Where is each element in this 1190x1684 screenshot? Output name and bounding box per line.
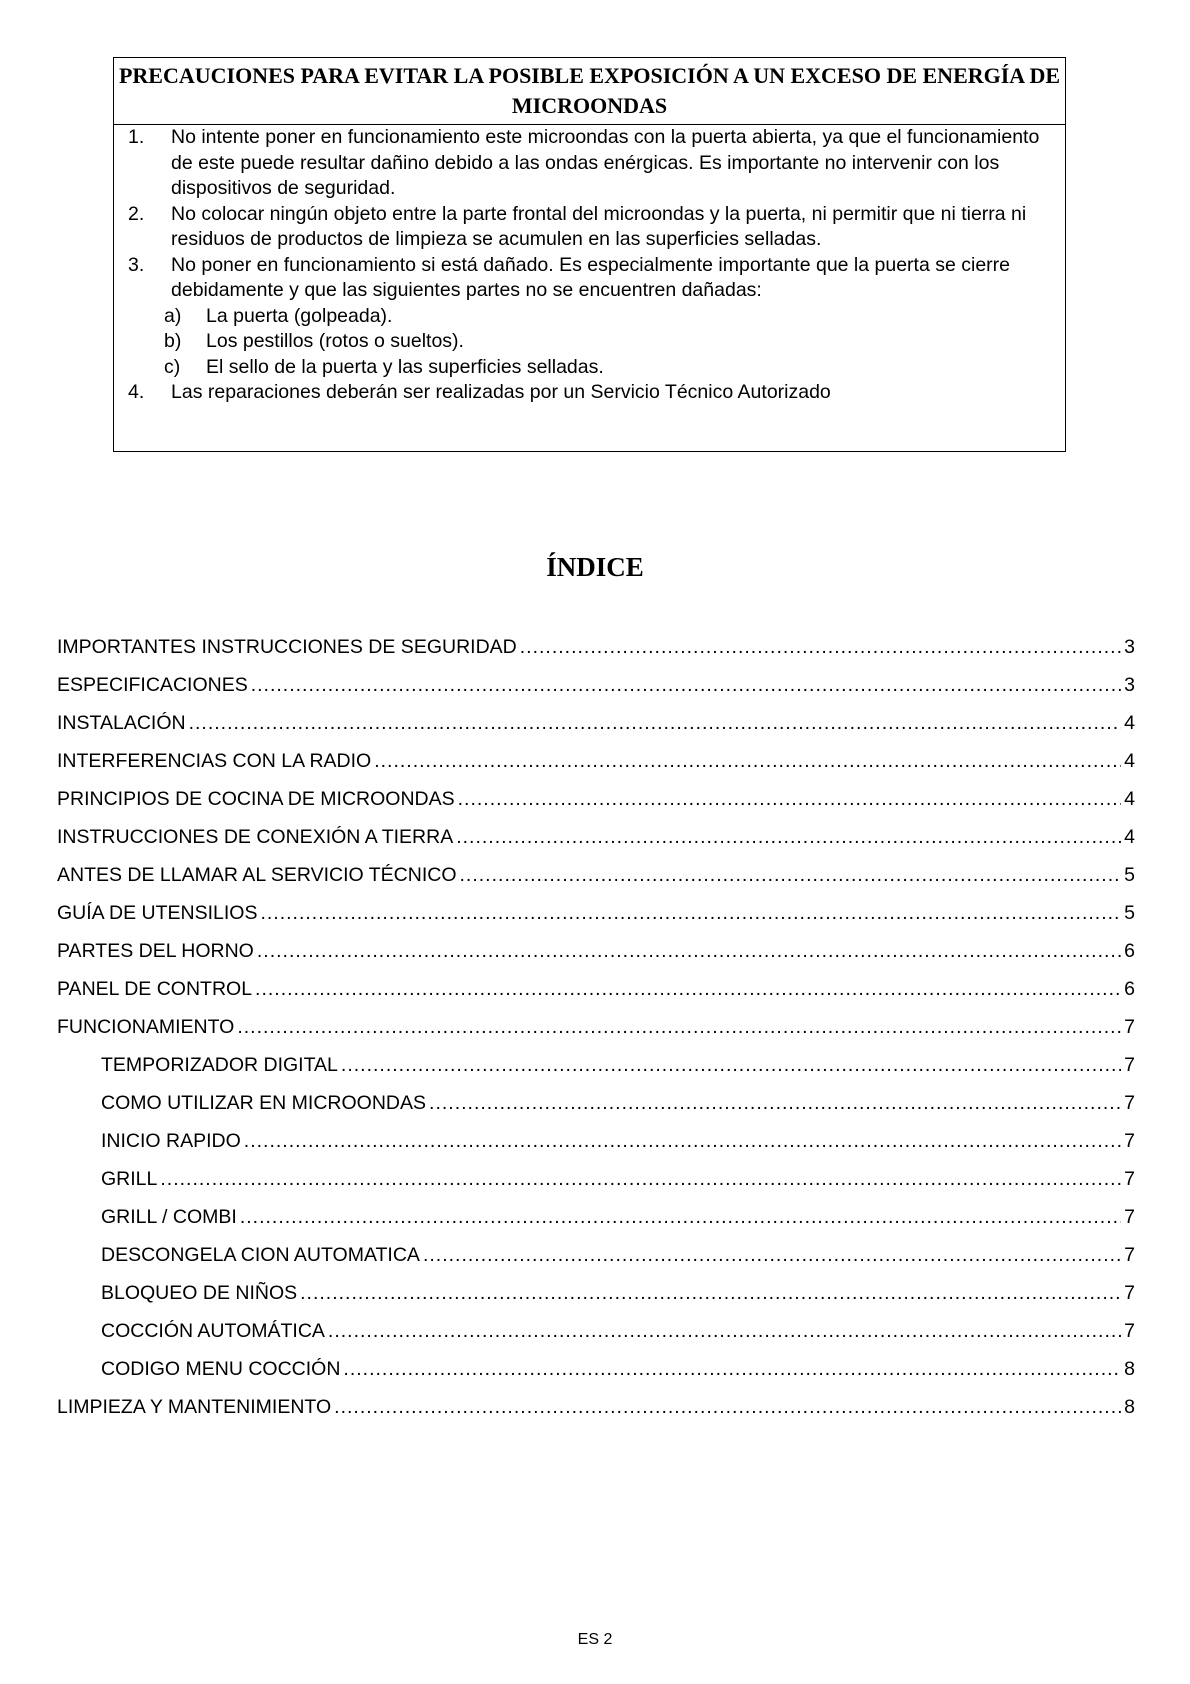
toc-leader-dots xyxy=(300,1274,1121,1312)
toc-entry-label: FUNCIONAMIENTO xyxy=(57,1016,235,1038)
toc-entry-page: 7 xyxy=(1124,1206,1135,1228)
precaution-item xyxy=(114,202,1065,253)
toc-entry-label: GUÍA DE UTENSILIOS xyxy=(57,902,258,924)
toc-entry-label: PANEL DE CONTROL xyxy=(57,978,253,1000)
toc-entry-label: ESPECIFICACIONES xyxy=(57,674,248,696)
precaution-text: No intente poner en funcionamiento este microondas con la puerta abierta, ya que el funcionamiento de este puede resultar dañino debido a las ondas enérgicas. Es importante no intervenir con los dispositivos de seguridad. xyxy=(171,126,1040,199)
toc-entry-page: 5 xyxy=(1124,864,1135,886)
toc-leader-dots xyxy=(374,742,1121,780)
subitem-text: Los pestillos (rotos o sueltos). xyxy=(206,330,464,352)
toc-entry[interactable] xyxy=(57,742,1135,780)
toc-subentry[interactable] xyxy=(57,1046,1135,1084)
toc-leader-dots xyxy=(237,1008,1121,1046)
toc-entry-page: 4 xyxy=(1124,712,1135,734)
toc-entry[interactable] xyxy=(57,932,1135,970)
toc-subentry[interactable] xyxy=(57,1274,1135,1312)
toc-entry-page: 7 xyxy=(1124,1244,1135,1266)
toc-leader-dots xyxy=(429,1084,1121,1122)
precaution-subitem xyxy=(114,304,1065,330)
toc-entry-label: DESCONGELA CION AUTOMATICA xyxy=(101,1244,420,1266)
toc-leader-dots xyxy=(260,894,1121,932)
toc-entry-page: 7 xyxy=(1124,1016,1135,1038)
subitem-text: La puerta (golpeada). xyxy=(206,304,393,327)
toc-entry-page: 3 xyxy=(1124,674,1135,696)
toc-leader-dots xyxy=(189,704,1122,742)
toc-entry[interactable] xyxy=(57,970,1135,1008)
toc-entry[interactable] xyxy=(57,704,1135,742)
toc-entry-label: INSTALACIÓN xyxy=(57,712,186,734)
toc-leader-dots xyxy=(334,1388,1121,1426)
precaution-sublist xyxy=(164,304,1065,381)
toc-entry-page: 7 xyxy=(1124,1054,1135,1076)
toc-entry-page: 7 xyxy=(1124,1320,1135,1342)
toc-entry-page: 8 xyxy=(1124,1396,1135,1418)
precaution-text: No colocar ningún objeto entre la parte frontal del microondas y la puerta, ni permitir que ni tierra ni residuos de productos de limpieza se acumulen en las superficies selladas. xyxy=(171,202,1027,250)
toc-entry[interactable] xyxy=(57,666,1135,704)
precaution-item xyxy=(114,380,1065,406)
precautions-box xyxy=(113,57,1066,452)
toc-subentry[interactable] xyxy=(57,1312,1135,1350)
toc-entry-label: GRILL / COMBI xyxy=(101,1206,237,1228)
toc-entry-label: COCCIÓN AUTOMÁTICA xyxy=(101,1320,325,1342)
toc-entry-label: TEMPORIZADOR DIGITAL xyxy=(101,1054,338,1076)
precaution-number: 4. xyxy=(128,381,145,403)
precaution-text: No poner en funcionamiento si está dañado. Es especialmente importante que la puerta se cierre debidamente y que las siguientes partes no se encuentren dañadas: xyxy=(171,253,1011,301)
toc-entry-page: 4 xyxy=(1124,750,1135,772)
precaution-number: 3. xyxy=(128,253,145,276)
toc-entry-page: 6 xyxy=(1124,978,1135,1000)
toc-entry-page: 6 xyxy=(1124,940,1135,962)
precaution-item xyxy=(114,125,1065,202)
toc-leader-dots xyxy=(458,780,1122,818)
toc-leader-dots xyxy=(423,1236,1121,1274)
toc-subentry[interactable] xyxy=(57,1084,1135,1122)
toc-leader-dots xyxy=(456,818,1121,856)
toc-entry-page: 7 xyxy=(1124,1130,1135,1152)
toc-entry[interactable] xyxy=(57,818,1135,856)
toc-entry-label: INSTRUCCIONES DE CONEXIÓN A TIERRA xyxy=(57,826,454,848)
toc-title: ÍNDICE xyxy=(546,552,644,582)
toc-entry-label: PARTES DEL HORNO xyxy=(57,940,254,962)
toc-leader-dots xyxy=(244,1122,1121,1160)
toc-entry-label: BLOQUEO DE NIÑOS xyxy=(101,1282,298,1304)
toc-entry-page: 7 xyxy=(1124,1168,1135,1190)
toc-entry-page: 4 xyxy=(1124,788,1135,810)
toc-entry-label: INTERFERENCIAS CON LA RADIO xyxy=(57,750,372,772)
subitem-text: El sello de la puerta y las superficies selladas. xyxy=(206,355,604,378)
toc-leader-dots xyxy=(343,1350,1121,1388)
toc-entry-label: ANTES DE LLAMAR AL SERVICIO TÉCNICO xyxy=(57,864,457,886)
precaution-number: 2. xyxy=(128,202,145,225)
toc-entry[interactable] xyxy=(57,856,1135,894)
precaution-subitem xyxy=(114,329,1065,355)
toc-subentry[interactable] xyxy=(57,1198,1135,1236)
toc-entry-page: 8 xyxy=(1124,1358,1135,1380)
precaution-item xyxy=(114,253,1065,381)
toc-subentry[interactable] xyxy=(57,1160,1135,1198)
subitem-letter: c) xyxy=(164,355,181,378)
toc-leader-dots xyxy=(257,932,1121,970)
toc-entry-label: LIMPIEZA Y MANTENIMIENTO xyxy=(57,1396,332,1418)
toc-entry-label: COMO UTILIZAR EN MICROONDAS xyxy=(101,1092,427,1114)
toc-leader-dots xyxy=(160,1160,1121,1198)
precautions-title: PRECAUCIONES PARA EVITAR LA POSIBLE EXPOSICIÓN A UN EXCESO DE ENERGÍA DE MICROONDAS xyxy=(114,58,1065,125)
toc-subentry[interactable] xyxy=(57,1350,1135,1388)
subitem-letter: b) xyxy=(164,330,182,352)
toc-leader-dots xyxy=(240,1198,1121,1236)
toc-entry-page: 7 xyxy=(1124,1282,1135,1304)
toc-entry[interactable] xyxy=(57,1008,1135,1046)
toc-entry-label: IMPORTANTES INSTRUCCIONES DE SEGURIDAD xyxy=(57,636,517,658)
toc-entry[interactable] xyxy=(57,780,1135,818)
toc-entry[interactable] xyxy=(57,894,1135,932)
toc-leader-dots xyxy=(328,1312,1121,1350)
toc-leader-dots xyxy=(520,628,1121,666)
toc-subentry[interactable] xyxy=(57,1236,1135,1274)
toc-leader-dots xyxy=(341,1046,1121,1084)
precaution-subitem xyxy=(114,355,1065,381)
precautions-list xyxy=(114,125,1065,406)
toc-leader-dots xyxy=(251,666,1121,704)
table-of-contents xyxy=(57,628,1135,1426)
precaution-number: 1. xyxy=(128,126,145,148)
subitem-letter: a) xyxy=(164,304,182,327)
toc-entry-label: CODIGO MENU COCCIÓN xyxy=(101,1358,341,1380)
toc-entry-label: INICIO RAPIDO xyxy=(101,1130,241,1152)
toc-entry-label: GRILL xyxy=(101,1168,158,1190)
precaution-text: Las reparaciones deberán ser realizadas por un Servicio Técnico Autorizado xyxy=(171,381,831,403)
toc-entry[interactable] xyxy=(57,628,1135,666)
toc-leader-dots xyxy=(460,856,1122,894)
toc-entry-page: 5 xyxy=(1124,902,1135,924)
page-number: ES 2 xyxy=(577,1631,613,1648)
toc-entry-page: 3 xyxy=(1124,636,1135,658)
toc-subentry[interactable] xyxy=(57,1122,1135,1160)
toc-entry-page: 7 xyxy=(1124,1092,1135,1114)
toc-entry-label: PRINCIPIOS DE COCINA DE MICROONDAS xyxy=(57,788,455,810)
toc-entry-page: 4 xyxy=(1124,826,1135,848)
toc-entry[interactable] xyxy=(57,1388,1135,1426)
toc-leader-dots xyxy=(255,970,1121,1008)
